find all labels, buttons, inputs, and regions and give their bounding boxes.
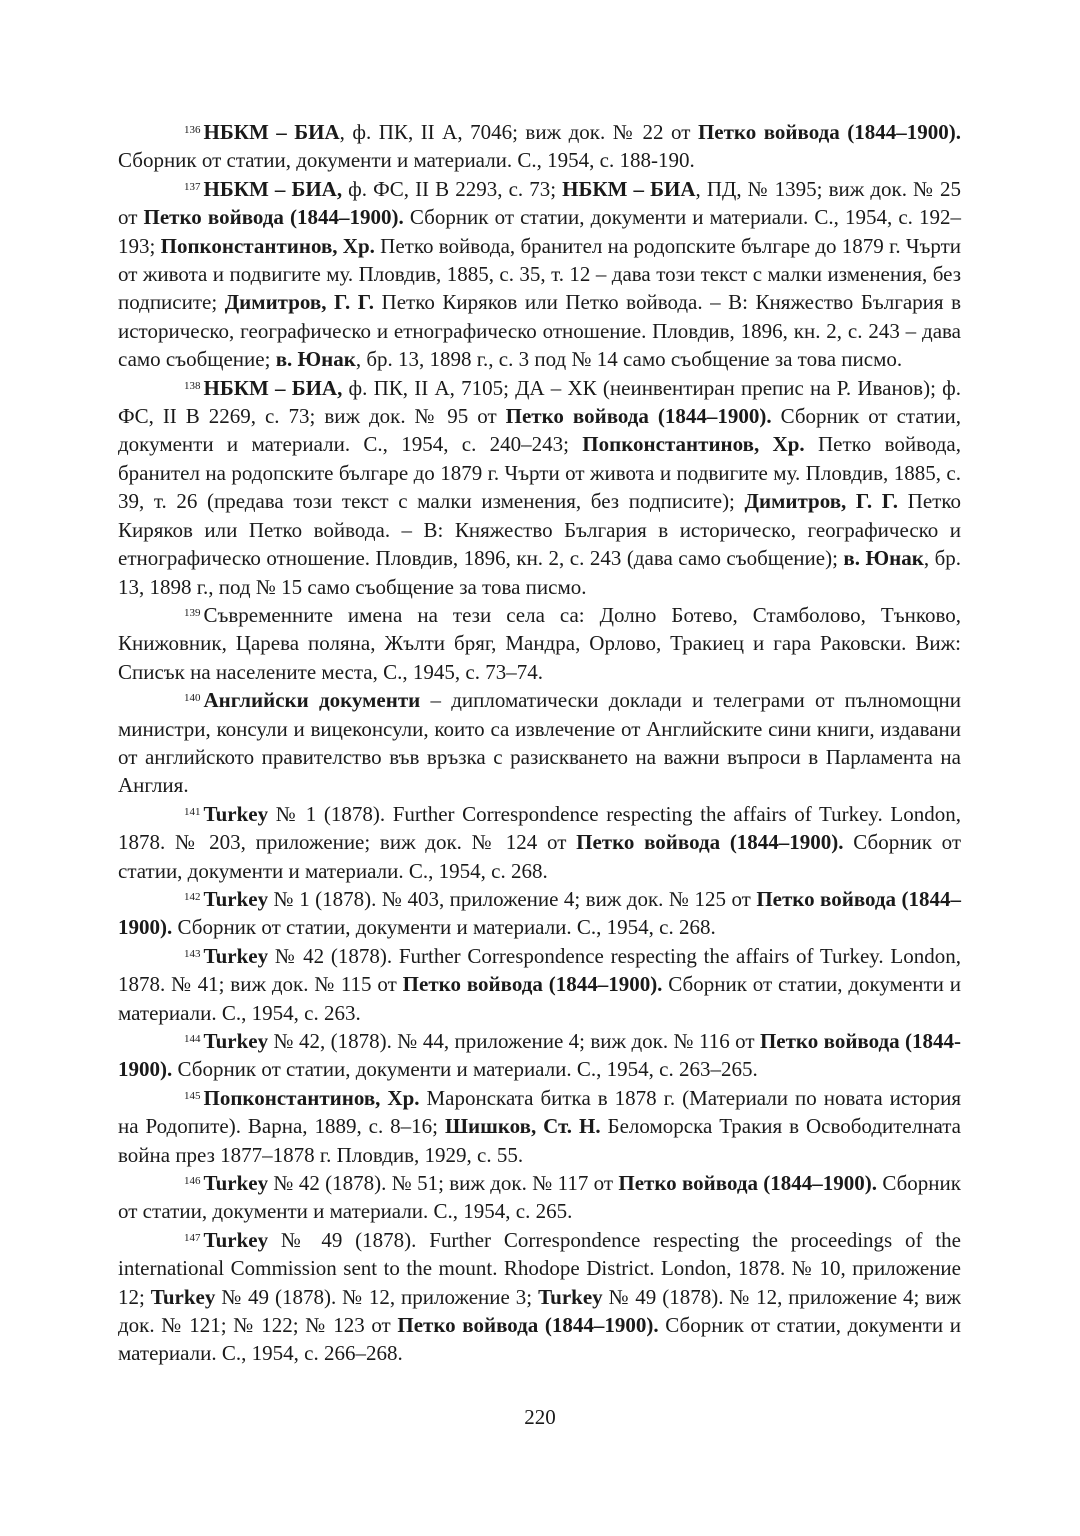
footnote-139 [118,601,961,686]
footnote-bold-text: НБКМ – БИА, [203,375,343,400]
footnote-number: 140 [184,692,201,705]
footnote-bold-text: Попконстантинов, Хр. [203,1085,420,1110]
footnote-number: 138 [184,379,201,392]
footnote-text: № 49 (1878). Further Correspondence respecting the proceedings of the international Commission sent to the mount. Rhodope District. London, 1878. № 10, приложение 12; [118,1227,961,1309]
footnote-bold-text: Turkey [203,1227,269,1252]
footnote-text: Сборник от статии, документи и материали. С., 1954, с. 240–243; [118,404,961,457]
footnote-text: № 42 (1878). № 51; виж док. № 117 от [268,1171,619,1196]
footnote-bold-text: НБКМ – БИА [203,120,340,144]
footnote-bold-text: Петко войвода (1844–1900). [143,205,404,230]
footnote-138 [118,374,961,601]
footnote-number: 141 [184,805,201,818]
footnote-bold-text: Turkey [203,943,269,968]
footnote-text: , ф. ПК, II А, 7046; виж док. № 22 от [339,120,698,144]
footnote-bold-text: Turkey [538,1284,603,1309]
footnote-bold-text: Петко войвода (1844–1900). [697,120,961,144]
footnote-text: Маронската битка в 1878 г. (Материали по новата история на Родопите). Варна, 1889, с. 8–16; [118,1085,961,1139]
footnote-text: Сборник от статии, документи и материали. С., 1954, с. 268. [172,915,716,940]
footnote-bold-text: Шишков, Ст. Н. [444,1114,601,1139]
footnote-144 [118,1027,961,1084]
footnote-140 [118,686,961,800]
footnote-number: 137 [184,180,201,193]
footnote-text: Сборник от статии, документи и материали. С., 1954, с. 192–193; [118,205,962,258]
footnote-text: Сборник от статии, документи и материали. С., 1954, с. 263. [118,972,962,1025]
footnote-text: № 1 (1878). Further Correspondence respecting the affairs of Turkey. London, 1878. № 203, приложение; виж док. № 124 от [118,801,961,855]
footnote-text: – дипломатически доклади и телеграми от пълномощни министри, консули и вицеконсули, които са извлечение от Английските сини книги, издавани от английското правителство във връзка с разискването на важни въпроси в Парламента на Англия. [118,688,961,798]
footnote-146 [118,1169,961,1226]
footnote-text: Сборник от статии, документи и материали. С., 1954, с. 263–265. [172,1057,758,1082]
footnotes-list [118,118,961,1368]
footnote-bold-text: Димитров, Г. Г. [224,290,375,315]
footnote-136 [118,118,961,175]
footnote-bold-text: Попконстантинов, Хр. [160,233,375,258]
footnote-number: 147 [184,1231,201,1244]
footnote-143 [118,942,961,1027]
footnote-text: № 42 (1878). Further Correspondence respecting the affairs of Turkey. London, 1878. № 41; виж док. № 115 от [118,943,961,997]
footnote-number: 143 [184,947,201,960]
footnote-bold-text: Петко войвода (1844–1900). [118,886,961,940]
footnote-bold-text: в. Юнак [843,546,924,571]
footnote-number: 139 [184,606,201,619]
footnote-text: Съвременните имена на тези села са: Долно Ботево, Стамболово, Тънково, Книжовник, Царева поляна, Жълти бряг, Мандра, Орлово, Тракиец и гара Раковски. Виж: Списък на населените места, С., 1945, с. 73–74. [118,602,961,684]
footnote-bold-text: Английски документи [203,688,421,713]
footnote-137 [118,175,961,374]
footnote-bold-text: Петко войвода (1844–1900). [402,972,663,997]
footnote-141 [118,800,961,885]
footnote-bold-text: Turkey [150,1284,216,1309]
footnote-number: 136 [184,124,201,136]
footnote-bold-text: Петко войвода (1844-1900). [118,1029,962,1082]
footnote-145 [118,1084,961,1169]
footnote-bold-text: Димитров, Г. Г. [744,489,899,514]
footnote-text: Петко войвода, бранител на родопските българе до 1879 г. Чърти от живота и подвигите му. Пловдив, 1885, с. 35, т. 12 – дава този текст с малки изменения, без подписите; [118,233,961,315]
footnote-text: Петко войвода, бранител на родопските българе до 1879 г. Чърти от живота и подвигите му. Пловдив, 1885, с. 39, т. 26 (предава този текст с малки изменения, без подписите); [118,432,961,514]
footnote-bold-text: Попконстантинов, Хр. [582,432,805,457]
footnote-bold-text: Turkey [203,886,269,911]
footnote-number: 144 [184,1033,201,1045]
footnote-bold-text: Turkey [203,1029,269,1053]
footnote-bold-text: Петко войвода (1844–1900). [397,1313,659,1338]
footnote-number: 142 [184,890,201,903]
page-number: 220 [524,1405,556,1429]
footnote-text: Беломорска Тракия в Освободителната война през 1877–1878 г. Пловдив, 1929, с. 55. [118,1114,961,1167]
footnote-bold-text: Петко войвода (1844–1900). [618,1171,878,1196]
footnote-bold-text: Turkey [203,801,269,826]
footnote-text: Сборник от статии, документи и материали. С., 1954, с. 265. [118,1171,961,1224]
footnote-text: ф. ПК, II А, 7105; ДА – ХК (неинвентиран препис на Р. Иванов); ф. ФС, II В 2269, с. 73; виж док. № 95 от [118,375,961,429]
footnote-number: 145 [184,1089,201,1102]
footnote-text: Сборник от статии, документи и материали. С., 1954, с. 268. [118,830,961,883]
footnote-text: , бр. 13, 1898 г., с. 3 под № 14 само съобщение за това писмо. [355,347,903,372]
footnote-147 [118,1226,961,1368]
footnote-bold-text: в. Юнак [275,347,356,372]
footnote-bold-text: НБКМ – БИА, [203,176,343,201]
footnote-number: 146 [184,1175,201,1188]
footnote-text: № 42, (1878). № 44, приложение 4; виж док. № 116 от [268,1029,760,1053]
footnote-bold-text: Turkey [203,1171,269,1196]
footnote-text: Сборник от статии, документи и материали. С., 1954, с. 266–268. [118,1313,962,1366]
footnote-text: № 49 (1878). № 12, приложение 4; виж док. № 121; № 122; № 123 от [118,1284,961,1338]
footnote-text: № 49 (1878). № 12, приложение 3; [215,1284,539,1309]
footnote-text: Петко Киряков или Петко войвода. – В: Княжество България в историческо, географическо и етнографическо отношение. Пловдив, 1896, кн. 2, с. 243 (дава само съобщение); [118,489,961,571]
footnote-142 [118,885,961,942]
footnote-bold-text: НБКМ – БИА [562,176,696,201]
footnote-text: Сборник от статии, документи и материали. С., 1954, с. 188-190. [118,148,695,173]
footnote-text: Петко Киряков или Петко войвода. – В: Княжество България в историческо, географическо и етнографическо отношение. Пловдив, 1896, кн. 2, с. 243 – дава само съобщение; [118,290,961,372]
footnote-text: № 1 (1878). № 403, приложение 4; виж док. № 125 от [268,886,757,911]
footnote-text: , ПД, № 1395; виж док. № 25 от [118,176,962,230]
footnote-text: ф. ФС, II В 2293, с. 73; [342,176,563,201]
footnote-bold-text: Петко войвода (1844–1900). [505,404,772,429]
footnote-bold-text: Петко войвода (1844–1900). [576,830,844,855]
footnote-text: , бр. 13, 1898 г., под № 15 само съобщение за това писмо. [118,546,961,599]
